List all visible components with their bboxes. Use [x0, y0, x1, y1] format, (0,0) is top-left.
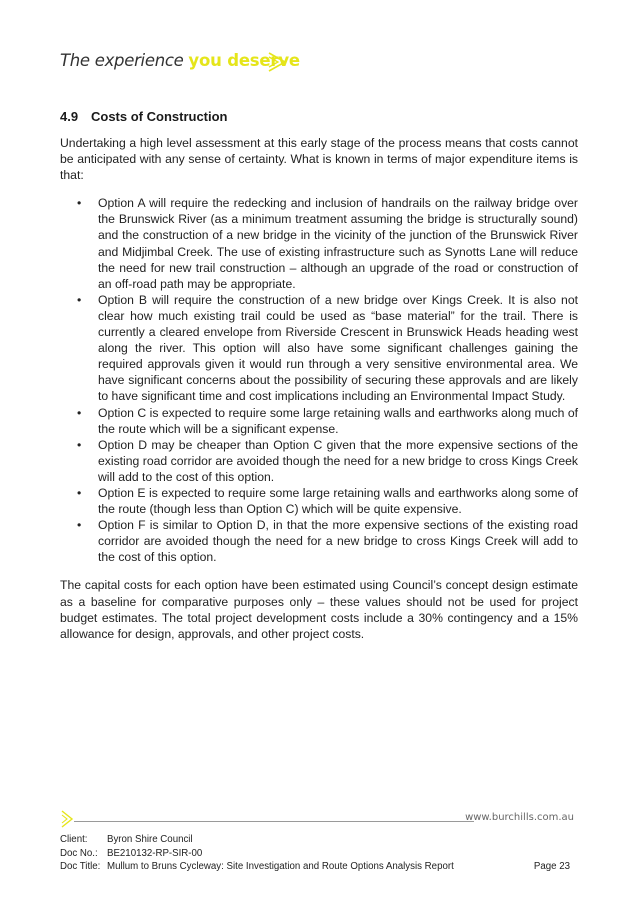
bullet-icon: • [77, 405, 82, 420]
list-item-text: Option F is similar to Option D, in that the more expensive sections of the existing road corridor are avoided though the need for a new bridge to cross Kings Creek will add to the cost of this option. [98, 518, 578, 565]
list-item [60, 517, 578, 565]
docno-value: BE210132-RP-SIR-00 [107, 847, 203, 859]
doctitle-row [60, 860, 570, 874]
footer-rule [60, 808, 580, 828]
section-heading [60, 108, 578, 126]
section-title: Costs of Construction [91, 109, 228, 124]
list-item [60, 485, 578, 517]
page-number: Page 23 [533, 861, 570, 872]
doctitle-value: Mullum to Bruns Cycleway: Site Investigation and Route Options Analysis Report [107, 861, 454, 872]
docno-label: Doc No.: [60, 847, 98, 859]
footer-divider [74, 821, 474, 822]
bullet-icon: • [77, 518, 82, 533]
tagline-accent: you deserve [188, 51, 300, 70]
section-number: 4.9 [60, 109, 79, 124]
list-item-text: Option B will require the construction of a new bridge over Kings Creek. It is also not clear how much existing trail could be used as “base material” for the trail. There is currently a cleared envelope from Riverside Crescent in Brunswick Heads heading west along the river. This option will also have some significant challenges gaining the required approvals given it would run through a very sensitive environmental area. We have significant concerns about the possibility of securing these approvals and are likely to have significant time and cost implications including an Environmental Impact Study. [98, 292, 578, 404]
chevron-small-icon [60, 810, 74, 828]
intro-paragraph: Undertaking a high level assessment at this early stage of the process means that costs cannot be anticipated with any sense of certainty. What is known in terms of major expenditure items is that: [60, 136, 578, 183]
client-row [60, 833, 570, 847]
bullet-icon: • [77, 196, 82, 211]
list-item-text: Option A will require the redecking and inclusion of handrails on the railway bridge over the Brunswick River (as a minimum treatment assuming the bridge is structurally sound) and the construction of a new bridge in the vicinity of the junction of the Brunswick River and Midjimbal Creek. The use of existing infrastructure such as Synotts Lane will reduce the need for new trail construction – although an upgrade of the road or construction of an off-road path may be appropriate. [98, 196, 578, 291]
main-content [60, 108, 578, 642]
document-meta [60, 833, 570, 874]
brand-tagline [60, 48, 300, 74]
list-item-text: Option C is expected to require some large retaining walls and earthworks along much of the route which will be a significant expense. [98, 405, 578, 436]
bullet-icon: • [77, 485, 82, 500]
list-item [60, 437, 578, 485]
docno-row [60, 847, 570, 861]
bullet-icon: • [77, 292, 82, 307]
page-header [60, 48, 300, 78]
closing-paragraph: The capital costs for each option have been estimated using Council’s concept design estimate as a baseline for comparative purposes only – these values should not be used for project budget estimates. The total project development costs include a 30% contingency and a 15% allowance for design, approvals, and other project costs. [60, 578, 578, 641]
tagline-plain: The experience [60, 51, 189, 70]
cost-bullet-list [60, 195, 578, 565]
client-label: Client: [60, 834, 88, 845]
footer-url: www.burchills.com.au [465, 812, 574, 823]
list-item-text: Option E is expected to require some large retaining walls and earthworks along some of the route (though less than Option C) which will be quite expensive. [98, 485, 578, 517]
bullet-icon: • [77, 437, 82, 452]
list-item [60, 405, 578, 437]
list-item-text: Option D may be cheaper than Option C given that the more expensive sections of the existing road corridor are avoided though the need for a new bridge to cross Kings Creek will add to the cost of this option. [98, 437, 578, 484]
list-item [60, 292, 578, 405]
doctitle-label: Doc Title: [60, 861, 101, 872]
client-value: Byron Shire Council [107, 834, 193, 845]
list-item [60, 195, 578, 292]
chevron-logo-icon [266, 51, 288, 73]
